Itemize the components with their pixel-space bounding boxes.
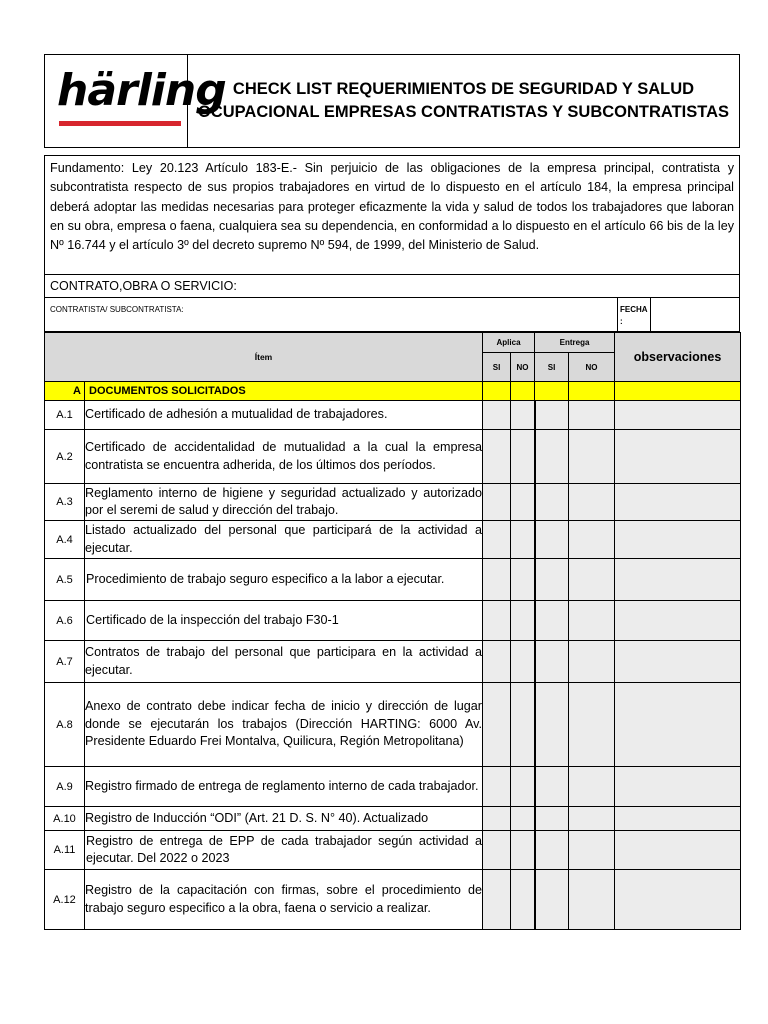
aplica-no-cell[interactable]	[511, 807, 535, 831]
header-entrega-si: SI	[535, 353, 569, 382]
item-code: A.7	[45, 641, 85, 683]
section-fill	[615, 382, 741, 401]
harting-logo: härling	[57, 65, 226, 116]
aplica-si-cell[interactable]	[483, 484, 511, 521]
item-description: Certificado de accidentalidad de mutualidad a la cual la empresa contratista se encuentra adherida, de los últimos dos períodos.	[85, 430, 483, 484]
entrega-si-cell[interactable]	[535, 831, 569, 870]
table-row	[45, 521, 741, 559]
document-title	[188, 55, 739, 147]
fecha-colon: :	[620, 317, 623, 326]
header-aplica-no: NO	[511, 353, 535, 382]
aplica-si-cell[interactable]	[483, 767, 511, 807]
aplica-si-cell[interactable]	[483, 401, 511, 430]
aplica-no-cell[interactable]	[511, 870, 535, 930]
item-code: A.2	[45, 430, 85, 484]
header-item: Ítem	[45, 333, 483, 382]
section-fill	[511, 382, 535, 401]
entrega-si-cell[interactable]	[535, 484, 569, 521]
aplica-no-cell[interactable]	[511, 601, 535, 641]
item-code: A.4	[45, 521, 85, 559]
observaciones-cell[interactable]	[615, 401, 741, 430]
item-description: Contratos de trabajo del personal que participara en la actividad a ejecutar.	[85, 641, 483, 683]
aplica-no-cell[interactable]	[511, 430, 535, 484]
aplica-si-cell[interactable]	[483, 641, 511, 683]
aplica-no-cell[interactable]	[511, 641, 535, 683]
section-title: DOCUMENTOS SOLICITADOS	[85, 382, 483, 401]
entrega-no-cell[interactable]	[569, 601, 615, 641]
logo-cell	[45, 55, 226, 147]
aplica-no-cell[interactable]	[511, 521, 535, 559]
item-description: Listado actualizado del personal que participará de la actividad a ejecutar.	[85, 521, 483, 559]
entrega-no-cell[interactable]	[569, 870, 615, 930]
item-code: A.10	[45, 807, 85, 831]
item-code: A.6	[45, 601, 85, 641]
item-code: A.1	[45, 401, 85, 430]
observaciones-cell[interactable]	[615, 521, 741, 559]
observaciones-cell[interactable]	[615, 807, 741, 831]
item-code: A.3	[45, 484, 85, 521]
table-row	[45, 484, 741, 521]
observaciones-cell[interactable]	[615, 870, 741, 930]
observaciones-cell[interactable]	[615, 430, 741, 484]
entrega-no-cell[interactable]	[569, 559, 615, 601]
aplica-no-cell[interactable]	[511, 401, 535, 430]
title-line-1: CHECK LIST REQUERIMIENTOS DE SEGURIDAD Y SALUD	[232, 80, 695, 98]
entrega-no-cell[interactable]	[569, 521, 615, 559]
entrega-si-cell[interactable]	[535, 683, 569, 767]
item-description: Registro firmado de entrega de reglamento interno de cada trabajador.	[85, 767, 483, 807]
item-code: A.12	[45, 870, 85, 930]
table-row	[45, 767, 741, 807]
entrega-si-cell[interactable]	[535, 767, 569, 807]
item-description: Registro de entrega de EPP de cada trabajador según actividad a ejecutar. Del 2022 o 2023	[85, 831, 483, 870]
table-row	[45, 430, 741, 484]
header-aplica: Aplica	[483, 333, 535, 353]
fecha-label-cell	[617, 298, 651, 331]
item-description: Reglamento interno de higiene y seguridad actualizado y autorizado por el seremi de salud y dirección del trabajo.	[85, 484, 483, 521]
document-header	[44, 54, 740, 148]
table-row	[45, 601, 741, 641]
observaciones-cell[interactable]	[615, 484, 741, 521]
observaciones-cell[interactable]	[615, 767, 741, 807]
aplica-si-cell[interactable]	[483, 683, 511, 767]
entrega-si-cell[interactable]	[535, 521, 569, 559]
aplica-si-cell[interactable]	[483, 870, 511, 930]
aplica-si-cell[interactable]	[483, 831, 511, 870]
aplica-si-cell[interactable]	[483, 601, 511, 641]
header-aplica-si: SI	[483, 353, 511, 382]
entrega-no-cell[interactable]	[569, 831, 615, 870]
entrega-si-cell[interactable]	[535, 807, 569, 831]
entrega-si-cell[interactable]	[535, 601, 569, 641]
aplica-no-cell[interactable]	[511, 831, 535, 870]
entrega-si-cell[interactable]	[535, 641, 569, 683]
item-description: Procedimiento de trabajo seguro especifico a la labor a ejecutar.	[85, 559, 483, 601]
title-line-2: OCUPACIONAL EMPRESAS CONTRATISTAS Y SUBCONTRATISTAS	[197, 103, 730, 121]
fundamento-paragraph: Fundamento: Ley 20.123 Artículo 183-E.- Sin perjuicio de las obligaciones de la empresa principal, contratista y subcontratista respecto de sus propios trabajadores en virtud de lo dispuesto en el artículo 184, la empresa principal deberá adoptar las medidas necesarias para proteger eficazmente la vida y salud de todos los trabajadores que laboran en su obra, empresa o faena, cualquiera sea su dependencia, en conformidad a lo dispuesto en el artículo 66 bis de la ley Nº 16.744 y el artículo 3º del decreto supremo Nº 594, de 1999, del Ministerio de Salud.	[44, 155, 740, 274]
table-row	[45, 559, 741, 601]
item-description: Anexo de contrato debe indicar fecha de inicio y dirección de lugar donde se ejecutarán los trabajos (Dirección HARTING: 6000 Av. Presidente Eduardo Frei Montalva, Quilicura, Región Metropolitana)	[85, 683, 483, 767]
table-row	[45, 641, 741, 683]
section-fill	[569, 382, 615, 401]
item-description: Registro de Inducción “ODI” (Art. 21 D. S. N° 40). Actualizado	[85, 807, 483, 831]
aplica-no-cell[interactable]	[511, 767, 535, 807]
aplica-no-cell[interactable]	[511, 559, 535, 601]
item-code: A.5	[45, 559, 85, 601]
fecha-label: FECHA	[620, 305, 648, 314]
observaciones-cell[interactable]	[615, 641, 741, 683]
contratista-label: CONTRATISTA/ SUBCONTRATISTA:	[50, 305, 184, 314]
aplica-si-cell[interactable]	[483, 521, 511, 559]
contrato-label: CONTRATO,OBRA O SERVICIO:	[50, 279, 237, 293]
entrega-no-cell[interactable]	[569, 484, 615, 521]
observaciones-cell[interactable]	[615, 601, 741, 641]
observaciones-cell[interactable]	[615, 683, 741, 767]
contratista-row	[44, 298, 740, 332]
checklist-rows	[45, 401, 741, 930]
header-observaciones: observaciones	[615, 333, 741, 382]
observaciones-cell[interactable]	[615, 831, 741, 870]
table-row	[45, 401, 741, 430]
contrato-field[interactable]	[44, 274, 740, 298]
entrega-si-cell[interactable]	[535, 430, 569, 484]
table-row	[45, 831, 741, 870]
table-row	[45, 870, 741, 930]
table-row	[45, 807, 741, 831]
table-row	[45, 683, 741, 767]
section-code: A	[45, 382, 85, 401]
item-description: Registro de la capacitación con firmas, sobre el procedimiento de trabajo seguro especifico a la obra, faena o servicio a realizar.	[85, 870, 483, 930]
entrega-no-cell[interactable]	[569, 807, 615, 831]
entrega-no-cell[interactable]	[569, 401, 615, 430]
entrega-no-cell[interactable]	[569, 767, 615, 807]
entrega-no-cell[interactable]	[569, 641, 615, 683]
aplica-si-cell[interactable]	[483, 807, 511, 831]
item-description: Certificado de la inspección del trabajo F30-1	[85, 601, 483, 641]
header-entrega-no: NO	[569, 353, 615, 382]
section-fill	[483, 382, 511, 401]
checklist-table	[44, 332, 741, 930]
logo-underline-bar	[59, 121, 181, 126]
aplica-no-cell[interactable]	[511, 683, 535, 767]
section-header-row	[45, 382, 741, 401]
aplica-no-cell[interactable]	[511, 484, 535, 521]
entrega-si-cell[interactable]	[535, 870, 569, 930]
item-code: A.8	[45, 683, 85, 767]
header-entrega: Entrega	[535, 333, 615, 353]
item-code: A.11	[45, 831, 85, 870]
aplica-si-cell[interactable]	[483, 559, 511, 601]
entrega-no-cell[interactable]	[569, 683, 615, 767]
observaciones-cell[interactable]	[615, 559, 741, 601]
entrega-si-cell[interactable]	[535, 401, 569, 430]
aplica-si-cell[interactable]	[483, 430, 511, 484]
item-code: A.9	[45, 767, 85, 807]
item-description: Certificado de adhesión a mutualidad de trabajadores.	[85, 401, 483, 430]
entrega-no-cell[interactable]	[569, 430, 615, 484]
section-fill	[535, 382, 569, 401]
entrega-si-cell[interactable]	[535, 559, 569, 601]
